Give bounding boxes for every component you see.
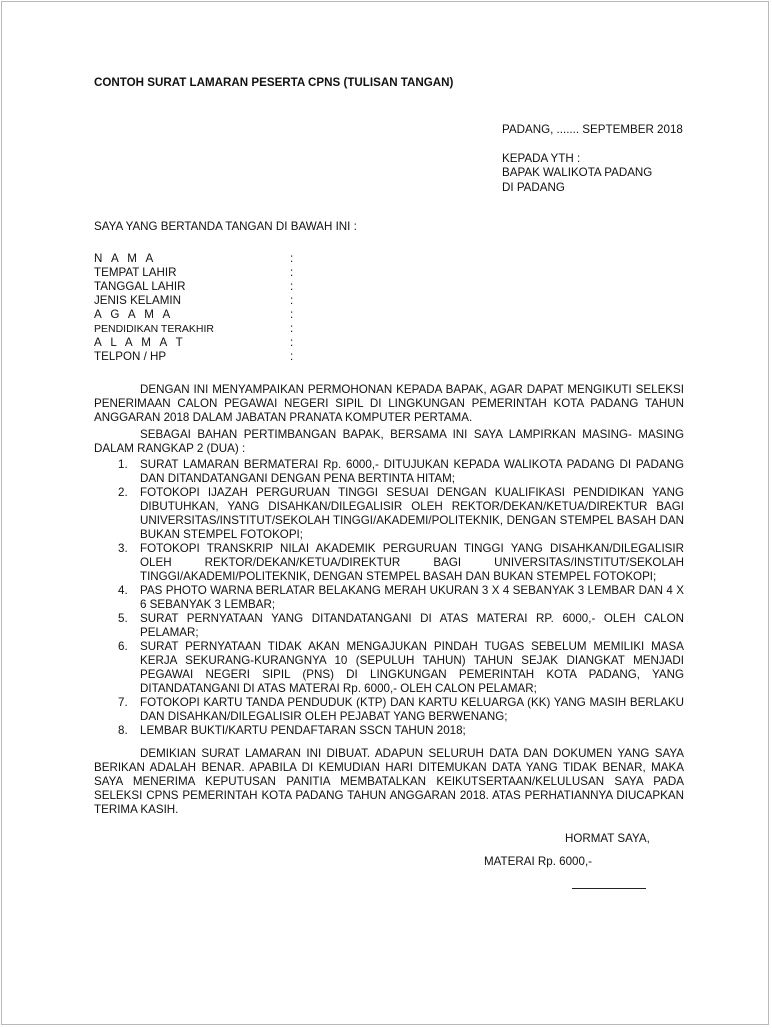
list-number: 3. bbox=[118, 542, 128, 555]
list-number: 4. bbox=[118, 584, 128, 597]
list-item bbox=[94, 584, 684, 612]
closing-regards: HORMAT SAYA, bbox=[565, 832, 650, 845]
list-number: 6. bbox=[118, 640, 128, 653]
field-colon: : bbox=[290, 266, 294, 279]
list-item-text: FOTOKOPI IJAZAH PERGURUAN TINGGI SESUAI DENGAN KUALIFIKASI PENDIDIKAN YANG DIBUTUHKAN, YANG DISAHKAN/DILEGALISIR OLEH REKTOR/DEKAN/KETUA/DIREKTUR BAGI UNIVERSITAS/INSTITUT/SEKOLAH TINGGI/AKADEMI/POLITEKNIK, DENGAN STEMPEL BASAH DAN BUKAN STEMPEL FOTOKOPI; bbox=[140, 486, 684, 541]
document-title: CONTOH SURAT LAMARAN PESERTA CPNS (TULISAN TANGAN) bbox=[94, 76, 454, 89]
opening-statement: SAYA YANG BERTANDA TANGAN DI BAWAH INI : bbox=[94, 220, 357, 233]
field-colon: : bbox=[290, 308, 294, 321]
field-colon: : bbox=[290, 252, 294, 265]
recipient-line-2: BAPAK WALIKOTA PADANG bbox=[502, 166, 653, 179]
paragraph-closing: DEMIKIAN SURAT LAMARAN INI DIBUAT. ADAPUN SELURUH DATA DAN DOKUMEN YANG SAYA BERIKAN ADALAH BENAR. APABILA DI KEMUDIAN HARI DITEMUKAN DATA YANG TIDAK BENAR, MAKA SAYA MENERIMA KEPUTUSAN PANITIA MEMBATALKAN KEIKUTSERTAAN/KELULUSAN SAYA PADA SELEKSI CPNS PEMERINTAH KOTA PADANG TAHUN ANGGARAN 2018. ATAS PERHATIANNYA DIUCAPKAN TERIMA KASIH. bbox=[94, 747, 684, 816]
list-item bbox=[94, 696, 684, 724]
list-item-text: SURAT LAMARAN BERMATERAI Rp. 6000,- DITUJUKAN KEPADA WALIKOTA PADANG DI PADANG DAN DITANDATANGANI DENGAN PENA BERTINTA HITAM; bbox=[140, 458, 684, 485]
list-item-text: FOTOKOPI KARTU TANDA PENDUDUK (KTP) DAN KARTU KELUARGA (KK) YANG MASIH BERLAKU DAN DISAHKAN/DILEGALISIR OLEH PEJABAT YANG BERWENANG; bbox=[140, 696, 684, 723]
recipient-line-1: KEPADA YTH : bbox=[502, 152, 581, 165]
signature-line bbox=[572, 878, 646, 889]
field-label-tanggal-lahir: TANGGAL LAHIR bbox=[94, 280, 186, 293]
field-label-agama: A G A M A bbox=[94, 308, 174, 321]
field-colon: : bbox=[290, 350, 294, 363]
field-colon: : bbox=[290, 336, 294, 349]
list-item bbox=[94, 458, 684, 486]
field-colon: : bbox=[290, 294, 294, 307]
paragraph-request: DENGAN INI MENYAMPAIKAN PERMOHONAN KEPADA BAPAK, AGAR DAPAT MENGIKUTI SELEKSI PENERIMAAN CALON PEGAWAI NEGERI SIPIL DI LINGKUNGAN PEMERINTAH KOTA PADANG TAHUN ANGGARAN 2018 DALAM JABATAN PRANATA KOMPUTER PERTAMA. bbox=[94, 383, 684, 424]
letter-page bbox=[1, 1, 769, 1025]
paragraph-attachments: SEBAGAI BAHAN PERTIMBANGAN BAPAK, BERSAMA INI SAYA LAMPIRKAN MASING- MASING DALAM RANGKAP 2 (DUA) : bbox=[94, 428, 684, 455]
recipient-line-3: DI PADANG bbox=[502, 181, 565, 194]
field-label-alamat: A L A M A T bbox=[94, 336, 186, 349]
list-item-text: PAS PHOTO WARNA BERLATAR BELAKANG MERAH UKURAN 3 X 4 SEBANYAK 3 LEMBAR DAN 4 X 6 SEBANYAK 3 LEMBAR; bbox=[140, 584, 684, 611]
list-item bbox=[94, 724, 684, 738]
list-item bbox=[94, 542, 684, 584]
list-item-text: LEMBAR BUKTI/KARTU PENDAFTARAN SSCN TAHUN 2018; bbox=[140, 724, 466, 737]
field-label-nama: N A M A bbox=[94, 252, 157, 265]
list-number: 7. bbox=[118, 696, 128, 709]
list-item-text: SURAT PERNYATAAN YANG DITANDATANGANI DI ATAS MATERAI RP. 6000,- OLEH CALON PELAMAR; bbox=[140, 612, 684, 639]
materai-label: MATERAI Rp. 6000,- bbox=[484, 855, 593, 868]
attachment-list bbox=[94, 458, 684, 738]
field-label-jenis-kelamin: JENIS KELAMIN bbox=[94, 294, 181, 307]
list-number: 8. bbox=[118, 724, 128, 737]
list-item-text: FOTOKOPI TRANSKRIP NILAI AKADEMIK PERGURUAN TINGGI YANG DISAHKAN/DILEGALISIR OLEH REKTOR/DEKAN/KETUA/DIREKTUR BAGI UNIVERSITAS/INSTITUT/SEKOLAH TINGGI/AKADEMI/POLITEKNIK, DENGAN STEMPEL BASAH DAN BUKAN STEMPEL FOTOKOPI; bbox=[140, 542, 684, 583]
list-number: 5. bbox=[118, 612, 128, 625]
list-item bbox=[94, 486, 684, 542]
list-item-text: SURAT PERNYATAAN TIDAK AKAN MENGAJUKAN PINDAH TUGAS SEBELUM MEMILIKI MASA KERJA SEKURANG-KURANGNYA 10 (SEPULUH TAHUN) TAHUN SEJAK DIANGKAT MENJADI PEGAWAI NEGERI SIPIL (PNS) DI LINGKUNGAN PEMERINTAH KOTA PADANG, YANG DITANDATANGANI DI ATAS MATERAI Rp. 6000,- OLEH CALON PELAMAR; bbox=[140, 640, 684, 695]
list-number: 1. bbox=[118, 458, 128, 471]
list-item bbox=[94, 612, 684, 640]
place-date: PADANG, ....... SEPTEMBER 2018 bbox=[502, 123, 683, 136]
list-item bbox=[94, 640, 684, 696]
field-colon: : bbox=[290, 280, 294, 293]
field-colon: : bbox=[290, 322, 294, 335]
field-label-tempat-lahir: TEMPAT LAHIR bbox=[94, 266, 177, 279]
list-number: 2. bbox=[118, 486, 128, 499]
field-label-pendidikan: PENDIDIKAN TERAKHIR bbox=[94, 323, 214, 335]
field-label-telpon: TELPON / HP bbox=[94, 350, 167, 363]
